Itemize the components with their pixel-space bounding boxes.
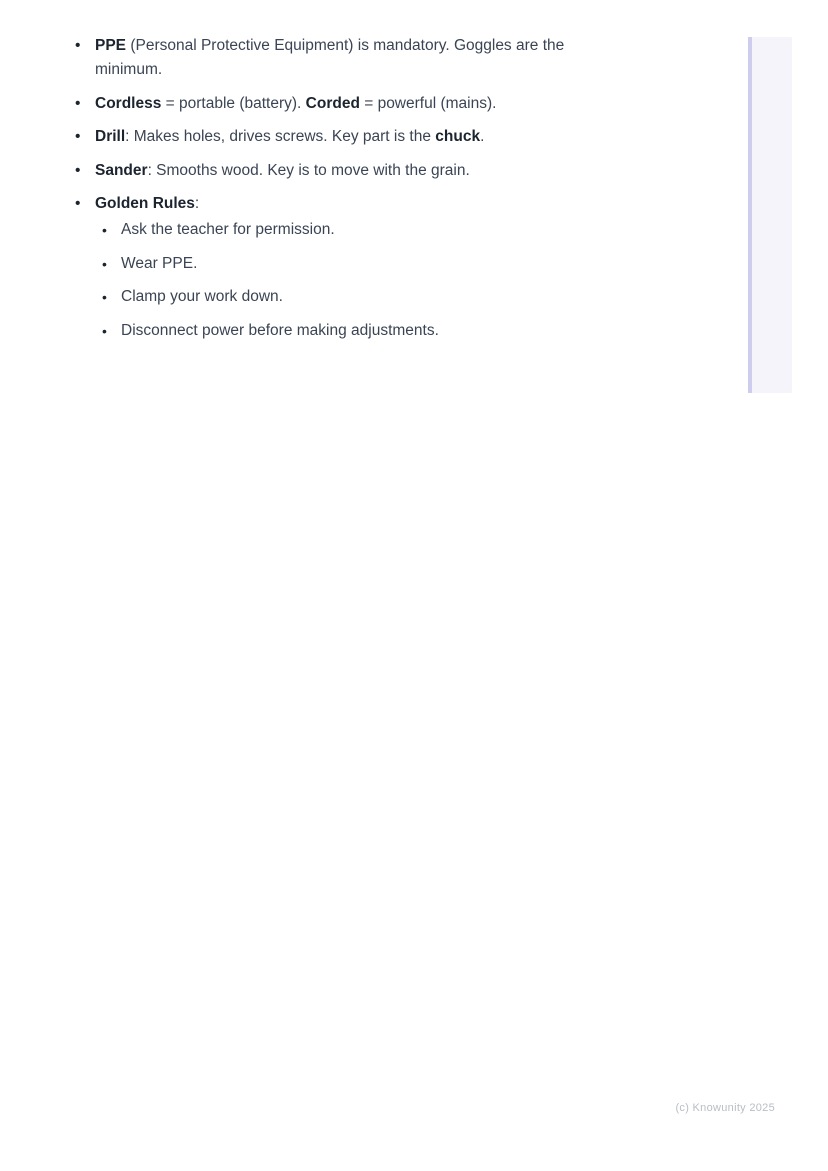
list-item-cordless-corded [60, 92, 600, 116]
bold-term: Drill [95, 128, 126, 145]
sub-list-item [95, 285, 600, 309]
notes-list [60, 34, 600, 352]
bullet-icon: • [102, 289, 107, 305]
bullet-icon: • [102, 322, 107, 339]
sub-item-text: Clamp your work down. [121, 288, 283, 305]
sub-item-text: Disconnect power before making adjustments. [121, 321, 439, 339]
sub-list-item [95, 218, 600, 242]
item-text: : [194, 195, 200, 212]
sub-list-item [95, 319, 600, 343]
bold-term: Corded [305, 94, 360, 112]
bullet-icon: • [75, 195, 81, 212]
item-text: . [480, 128, 485, 145]
bullet-icon: • [75, 37, 81, 54]
list-item-ppe [60, 34, 600, 82]
bold-term: Sander [95, 161, 148, 179]
copyright-footer: (c) Knowunity 2025 [675, 1102, 775, 1114]
bold-term: chuck [435, 128, 481, 145]
bullet-icon: • [75, 161, 81, 179]
list-item-golden-rules [60, 192, 600, 343]
bullet-icon: • [102, 222, 107, 238]
sub-item-text: Ask the teacher for permission. [121, 221, 335, 238]
bullet-icon: • [75, 94, 81, 112]
golden-rules-sublist [95, 218, 600, 343]
side-highlight-panel [748, 37, 792, 393]
sub-item-text: Wear PPE. [121, 254, 198, 272]
item-text: = portable (battery). [161, 94, 306, 112]
sub-list-item [95, 252, 600, 276]
bold-term: PPE [95, 37, 127, 54]
list-item-drill [60, 125, 600, 149]
item-text: : Makes holes, drives screws. Key part is the [125, 128, 436, 145]
bold-term: Cordless [95, 94, 162, 112]
item-text: : Smooths wood. Key is to move with the grain. [147, 161, 470, 179]
bold-term: Golden Rules [95, 195, 195, 212]
item-text: (Personal Protective Equipment) is mandatory. Goggles are the minimum. [95, 37, 565, 78]
list-item-sander [60, 159, 600, 183]
bullet-icon: • [75, 128, 81, 145]
bullet-icon: • [102, 255, 107, 272]
item-text: = powerful (mains). [359, 94, 497, 112]
